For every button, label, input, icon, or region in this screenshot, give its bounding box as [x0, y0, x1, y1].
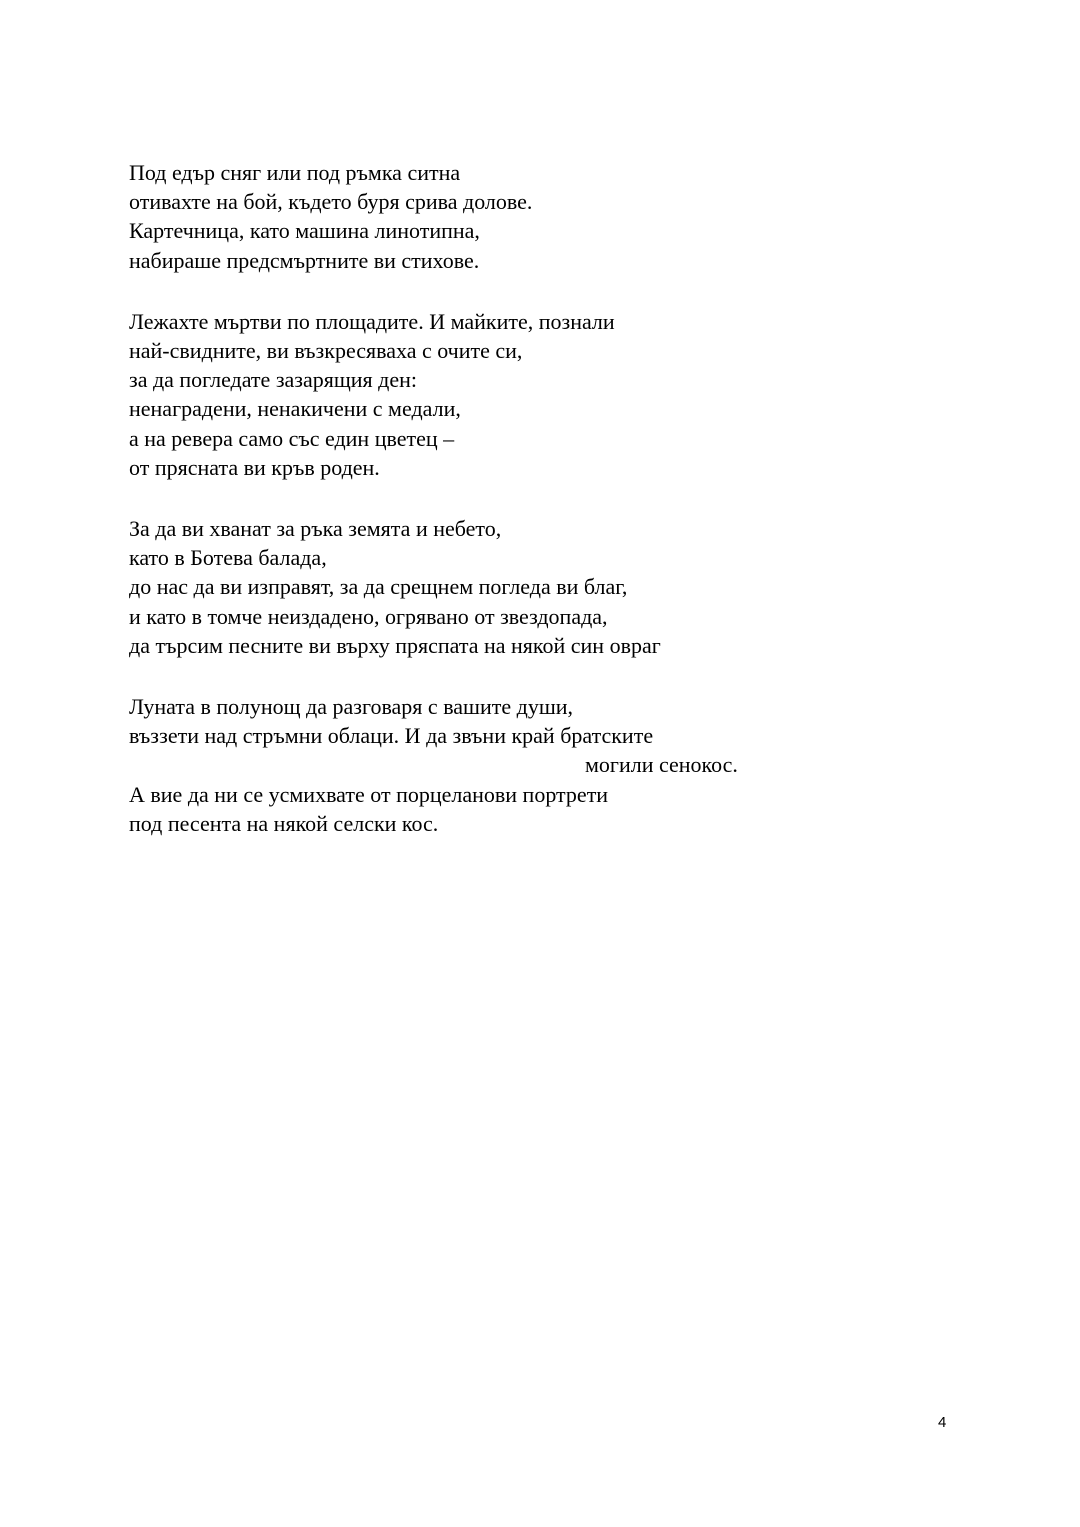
- poem-line: Под едър сняг или под ръмка ситна: [129, 160, 461, 185]
- stanza-1: [129, 158, 1009, 275]
- poem-line: А вие да ни се усмихвате от порцеланови портрети: [129, 781, 609, 807]
- poem-line-indented: могили сенокос.: [585, 752, 738, 778]
- poem-body: [129, 158, 1009, 870]
- poem-line: Картечница, като машина линотипна,: [129, 218, 480, 244]
- stanza-4: [129, 692, 1009, 838]
- poem-line: като в Ботева балада,: [129, 545, 327, 571]
- poem-line: Лежахте мъртви по площадите. И майките, познали: [129, 308, 615, 334]
- stanza-3: [129, 514, 1009, 660]
- poem-line: от прясната ви кръв роден.: [129, 454, 380, 480]
- poem-line: Луната в полунощ да разговаря с вашите души,: [129, 694, 574, 720]
- poem-line: а на ревера само със един цветец –: [129, 425, 455, 451]
- poem-line: до нас да ви изправят, за да срещнем погледа ви благ,: [129, 574, 628, 600]
- poem-line: въззети над стръмни облаци. И да звъни край братските: [129, 723, 654, 749]
- page-number: 4: [938, 1414, 947, 1431]
- poem-line: под песента на някой селски кос.: [129, 810, 439, 836]
- poem-line: за да погледате зазарящия ден:: [129, 367, 418, 393]
- poem-line: За да ви хванат за ръка земята и небето,: [129, 516, 502, 542]
- poem-line: набираше предсмъртните ви стихове.: [129, 247, 480, 273]
- poem-line: отивахте на бой, където буря срива долове.: [129, 189, 533, 215]
- poem-line: най-свидните, ви възкресяваха с очите си,: [129, 338, 523, 364]
- poem-line: ненаградени, ненакичени с медали,: [129, 396, 461, 422]
- stanza-2: [129, 307, 1009, 482]
- poem-line: да търсим песните ви върху пряспата на някой син овраг: [129, 632, 661, 658]
- poem-line: и като в томче неиздадено, огрявано от звездопада,: [129, 603, 608, 629]
